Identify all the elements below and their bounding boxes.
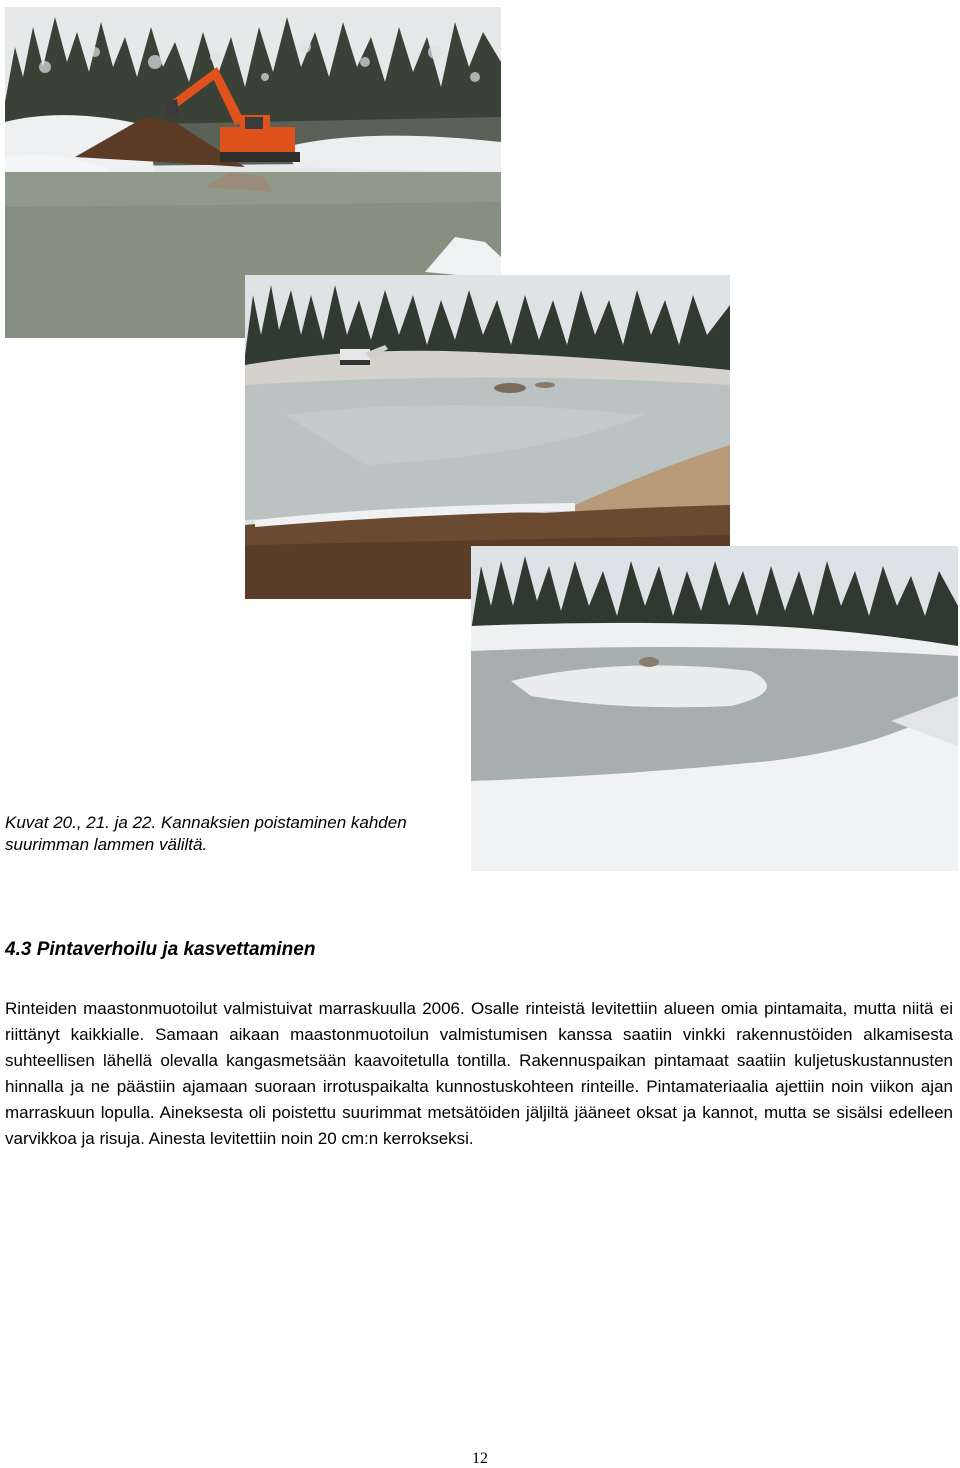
body-paragraph: Rinteiden maastonmuotoilut valmistuivat marraskuulla 2006. Osalle rinteistä levitettiin alueen omia pintamaita, mutta niitä ei riittänyt kaikkialle. Samaan aikaan maastonmuotoilun valmistumisen kanssa saatiin vinkki rakennustöiden alkamisesta suhteellisen lähellä olevalla kangasmetsään kaavoitetulla tontilla. Rakennuspaikan pintamaat saatiin kuljetuskustannusten hinnalla ja ne päästiin ajamaan suoraan irrotuspaikalta kunnostuskohteen rinteille. Pintamateriaalia ajettiin noin viikon ajan marraskuun lopulla. Aineksesta oli poistettu suurimmat metsätöiden jäljiltä jääneet oksat ja kannot, mutta se sisälsi edelleen varvikkoa ja risuja. Ainesta levitettiin noin 20 cm:n kerrokseksi. [5, 999, 953, 1148]
page-number: 12 [472, 1450, 488, 1467]
section-heading: 4.3 Pintaverhoilu ja kasvettaminen [5, 939, 316, 960]
photo-frozen-pond-snow-image [471, 546, 958, 871]
figure-caption: Kuvat 20., 21. ja 22. Kannaksien poistaminen kahden suurimman lammen väliltä. [5, 813, 407, 854]
photo-frozen-pond-snow [471, 546, 958, 871]
